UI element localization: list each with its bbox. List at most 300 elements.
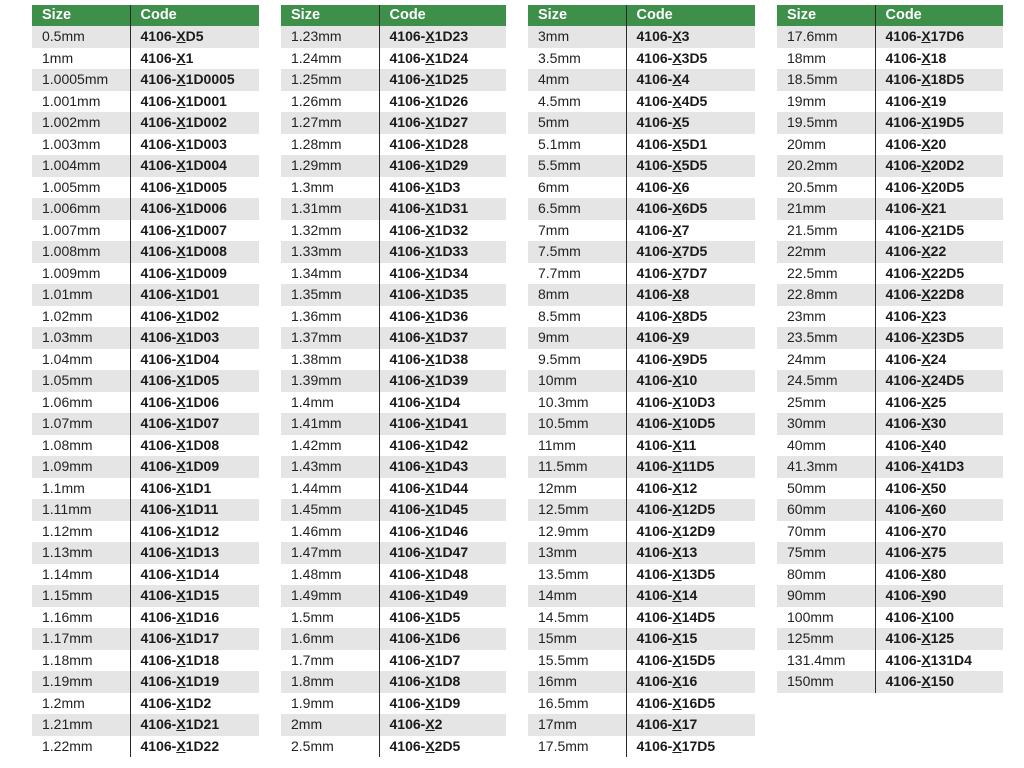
code-cell: 4106-X1D01 — [130, 284, 259, 306]
code-cell: 4106-X1D13 — [130, 542, 259, 564]
code-cell: 4106-X24D5 — [875, 370, 1003, 392]
code-x-marker: X — [921, 92, 931, 109]
code-x-marker: X — [176, 200, 186, 216]
table-row — [777, 69, 1003, 91]
table-row — [32, 69, 259, 91]
size-cell: 8mm — [528, 284, 626, 306]
size-cell: 1.05mm — [32, 370, 130, 392]
size-cell: 1.23mm — [281, 26, 379, 48]
size-cell: 1.03mm — [32, 327, 130, 349]
size-cell: 41.3mm — [777, 456, 875, 478]
code-x-marker: X — [176, 479, 186, 496]
size-header: Size — [32, 5, 130, 26]
size-cell: 14mm — [528, 585, 626, 607]
size-cell: 1.22mm — [32, 736, 130, 758]
size-cell: 60mm — [777, 499, 875, 521]
code-cell: 4106-X9 — [626, 327, 755, 349]
size-cell: 18mm — [777, 48, 875, 70]
code-x-marker: X — [921, 28, 931, 44]
code-x-marker: X — [176, 716, 186, 732]
table-row — [777, 499, 1003, 521]
code-x-marker: X — [921, 479, 931, 496]
table-row — [777, 284, 1003, 306]
code-x-marker: X — [425, 608, 435, 625]
size-cell: 150mm — [777, 671, 875, 693]
code-x-marker: X — [425, 49, 435, 66]
code-x-marker: X — [921, 157, 931, 173]
code-cell: 4106-X1D07 — [130, 413, 259, 435]
code-cell: 4106-X19 — [875, 91, 1003, 113]
table-row — [281, 155, 506, 177]
code-x-marker: X — [176, 522, 186, 539]
code-cell: 4106-X23D5 — [875, 327, 1003, 349]
table-row — [777, 327, 1003, 349]
table-row — [281, 69, 506, 91]
table-row — [32, 478, 259, 500]
table-row — [528, 327, 755, 349]
table-row — [281, 370, 506, 392]
size-cell: 1.46mm — [281, 521, 379, 543]
size-cell: 1.43mm — [281, 456, 379, 478]
code-x-marker: X — [425, 286, 435, 302]
code-x-marker: X — [425, 28, 435, 44]
table-row — [32, 564, 259, 586]
code-cell: 4106-X1D23 — [379, 26, 506, 48]
size-cell: 11.5mm — [528, 456, 626, 478]
size-cell: 1.005mm — [32, 177, 130, 199]
table-row — [32, 650, 259, 672]
code-cell: 4106-X41D3 — [875, 456, 1003, 478]
code-x-marker: X — [921, 286, 931, 302]
size-cell: 14.5mm — [528, 607, 626, 629]
code-x-marker: X — [672, 286, 682, 302]
table-row — [32, 585, 259, 607]
table-row — [528, 112, 755, 134]
table-row — [528, 650, 755, 672]
code-x-marker: X — [176, 329, 186, 345]
table-row — [281, 607, 506, 629]
table-row — [281, 736, 506, 758]
size-cell: 1.34mm — [281, 263, 379, 285]
table-row — [528, 714, 755, 736]
size-code-table-3 — [528, 5, 755, 757]
table-row — [32, 693, 259, 715]
code-x-marker: X — [921, 243, 931, 259]
code-cell: 4106-X1D9 — [379, 693, 506, 715]
table-header-row — [528, 5, 755, 26]
size-cell: 16mm — [528, 671, 626, 693]
size-cell: 1.26mm — [281, 91, 379, 113]
size-cell: 1.16mm — [32, 607, 130, 629]
size-cell: 1.24mm — [281, 48, 379, 70]
code-cell: 4106-X14D5 — [626, 607, 755, 629]
size-cell: 2.5mm — [281, 736, 379, 758]
table-row — [281, 134, 506, 156]
code-cell: 4106-X22D5 — [875, 263, 1003, 285]
code-cell: 4106-X12 — [626, 478, 755, 500]
code-cell: 4106-X1D33 — [379, 241, 506, 263]
size-cell: 1.3mm — [281, 177, 379, 199]
code-cell: 4106-X21D5 — [875, 220, 1003, 242]
code-cell: 4106-X1D36 — [379, 306, 506, 328]
code-x-marker: X — [176, 587, 186, 603]
code-cell: 4106-X1D09 — [130, 456, 259, 478]
size-cell: 19mm — [777, 91, 875, 113]
code-cell: 4106-X5D1 — [626, 134, 755, 156]
code-cell: 4106-X80 — [875, 564, 1003, 586]
code-cell: 4106-X10D5 — [626, 413, 755, 435]
table-row — [32, 392, 259, 414]
table-row — [32, 263, 259, 285]
size-cell: 21.5mm — [777, 220, 875, 242]
code-x-marker: X — [921, 565, 931, 582]
size-cell: 1.07mm — [32, 413, 130, 435]
code-x-marker: X — [176, 737, 186, 754]
table-row — [777, 349, 1003, 371]
size-cell: 7mm — [528, 220, 626, 242]
size-cell: 15.5mm — [528, 650, 626, 672]
code-cell: 4106-X22 — [875, 241, 1003, 263]
size-cell: 1.4mm — [281, 392, 379, 414]
code-cell: 4106-X12D9 — [626, 521, 755, 543]
size-cell: 20.5mm — [777, 177, 875, 199]
table-row — [281, 628, 506, 650]
table-row — [777, 155, 1003, 177]
code-cell: 4106-X18D5 — [875, 69, 1003, 91]
table-row — [32, 177, 259, 199]
code-x-marker: X — [672, 608, 682, 625]
code-cell: 4106-X1D008 — [130, 241, 259, 263]
size-cell: 1.21mm — [32, 714, 130, 736]
table-row — [32, 349, 259, 371]
code-cell: 4106-X6 — [626, 177, 755, 199]
table-row — [32, 306, 259, 328]
table-row — [32, 220, 259, 242]
code-x-marker: X — [672, 135, 682, 152]
size-cell: 1.45mm — [281, 499, 379, 521]
size-cell: 1.31mm — [281, 198, 379, 220]
code-x-marker: X — [425, 178, 435, 195]
table-row — [528, 628, 755, 650]
size-cell: 1.008mm — [32, 241, 130, 263]
code-x-marker: X — [921, 221, 931, 238]
size-cell: 1.27mm — [281, 112, 379, 134]
size-cell: 1.004mm — [32, 155, 130, 177]
size-cell: 24.5mm — [777, 370, 875, 392]
code-x-marker: X — [425, 673, 435, 689]
code-cell: 4106-X1D004 — [130, 155, 259, 177]
table-row — [32, 628, 259, 650]
table-row — [281, 478, 506, 500]
table-header-row — [777, 5, 1003, 26]
code-cell: 4106-X1D46 — [379, 521, 506, 543]
code-x-marker: X — [425, 544, 435, 560]
code-x-marker: X — [425, 92, 435, 109]
code-cell: 4106-X1D44 — [379, 478, 506, 500]
code-x-marker: X — [921, 49, 931, 66]
code-x-marker: X — [176, 221, 186, 238]
code-x-marker: X — [921, 458, 931, 474]
table-row — [528, 263, 755, 285]
size-cell: 24mm — [777, 349, 875, 371]
table-row — [281, 112, 506, 134]
code-x-marker: X — [672, 49, 682, 66]
table-row — [777, 177, 1003, 199]
code-header: Code — [626, 5, 755, 26]
size-cell: 1.9mm — [281, 693, 379, 715]
code-cell: 4106-X17 — [626, 714, 755, 736]
table-row — [528, 607, 755, 629]
code-cell: 4106-X1D04 — [130, 349, 259, 371]
code-x-marker: X — [672, 673, 682, 689]
code-x-marker: X — [425, 565, 435, 582]
size-cell: 1.39mm — [281, 370, 379, 392]
table-row — [528, 370, 755, 392]
size-cell: 21mm — [777, 198, 875, 220]
size-cell: 20.2mm — [777, 155, 875, 177]
size-cell: 13.5mm — [528, 564, 626, 586]
size-cell: 1.33mm — [281, 241, 379, 263]
table-row — [528, 585, 755, 607]
size-cell: 8.5mm — [528, 306, 626, 328]
size-cell: 7.5mm — [528, 241, 626, 263]
table-row — [281, 263, 506, 285]
code-cell: 4106-X1D39 — [379, 370, 506, 392]
code-x-marker: X — [672, 544, 682, 560]
code-cell: 4106-X1D15 — [130, 585, 259, 607]
code-cell: 4106-X1D17 — [130, 628, 259, 650]
table-row — [281, 671, 506, 693]
code-cell: 4106-X1D16 — [130, 607, 259, 629]
size-cell: 90mm — [777, 585, 875, 607]
size-cell: 1.09mm — [32, 456, 130, 478]
table-body — [281, 26, 506, 757]
table-row — [281, 349, 506, 371]
size-cell: 9.5mm — [528, 349, 626, 371]
code-cell: 4106-X15D5 — [626, 650, 755, 672]
size-cell: 30mm — [777, 413, 875, 435]
size-cell: 0.5mm — [32, 26, 130, 48]
table-row — [32, 327, 259, 349]
size-cell: 1.12mm — [32, 521, 130, 543]
code-x-marker: X — [176, 135, 186, 152]
code-cell: 4106-X7D5 — [626, 241, 755, 263]
code-x-marker: X — [425, 200, 435, 216]
size-cell: 131.4mm — [777, 650, 875, 672]
code-x-marker: X — [672, 393, 682, 410]
size-cell: 1.6mm — [281, 628, 379, 650]
code-x-marker: X — [672, 436, 682, 453]
table-row — [528, 48, 755, 70]
code-cell: 4106-X6D5 — [626, 198, 755, 220]
code-cell: 4106-X1D009 — [130, 263, 259, 285]
code-x-marker: X — [176, 608, 186, 625]
code-cell: 4106-X1D006 — [130, 198, 259, 220]
size-cell: 1.13mm — [32, 542, 130, 564]
size-cell: 1.002mm — [32, 112, 130, 134]
size-cell: 1.5mm — [281, 607, 379, 629]
code-cell: 4106-X2D5 — [379, 736, 506, 758]
size-cell: 1.006mm — [32, 198, 130, 220]
size-cell: 1.001mm — [32, 91, 130, 113]
code-cell: 4106-X1D6 — [379, 628, 506, 650]
code-x-marker: X — [176, 92, 186, 109]
size-cell: 13mm — [528, 542, 626, 564]
size-cell: 15mm — [528, 628, 626, 650]
code-cell: 4106-X7 — [626, 220, 755, 242]
code-cell: 4106-X1D41 — [379, 413, 506, 435]
code-cell: 4106-X8D5 — [626, 306, 755, 328]
table-row — [528, 542, 755, 564]
code-x-marker: X — [176, 630, 186, 646]
code-x-marker: X — [921, 436, 931, 453]
code-cell: 4106-X1D42 — [379, 435, 506, 457]
code-cell: 4106-X1D007 — [130, 220, 259, 242]
table-row — [32, 26, 259, 48]
code-cell: 4106-X1D001 — [130, 91, 259, 113]
code-x-marker: X — [672, 157, 682, 173]
code-x-marker: X — [921, 393, 931, 410]
size-cell: 6.5mm — [528, 198, 626, 220]
code-x-marker: X — [176, 544, 186, 560]
table-row — [32, 714, 259, 736]
code-x-marker: X — [176, 178, 186, 195]
size-cell: 11mm — [528, 435, 626, 457]
code-cell: 4106-X1D08 — [130, 435, 259, 457]
size-cell: 1.47mm — [281, 542, 379, 564]
size-cell: 7.7mm — [528, 263, 626, 285]
code-cell: 4106-X30 — [875, 413, 1003, 435]
table-row — [777, 478, 1003, 500]
table-row — [777, 456, 1003, 478]
code-x-marker: X — [921, 651, 931, 668]
table-row — [777, 48, 1003, 70]
table-row — [32, 112, 259, 134]
table-row — [528, 134, 755, 156]
size-code-table-1 — [32, 5, 259, 757]
code-x-marker: X — [921, 673, 931, 689]
code-x-marker: X — [176, 49, 186, 66]
size-cell: 23mm — [777, 306, 875, 328]
size-cell: 70mm — [777, 521, 875, 543]
code-x-marker: X — [425, 243, 435, 259]
code-x-marker: X — [921, 71, 931, 87]
code-x-marker: X — [425, 135, 435, 152]
code-cell: 4106-X150 — [875, 671, 1003, 693]
table-row — [281, 284, 506, 306]
code-x-marker: X — [672, 71, 682, 87]
code-cell: 4106-X1D48 — [379, 564, 506, 586]
table-row — [777, 392, 1003, 414]
code-cell: 4106-X1D02 — [130, 306, 259, 328]
code-x-marker: X — [672, 565, 682, 582]
code-x-marker: X — [425, 479, 435, 496]
size-cell: 1.06mm — [32, 392, 130, 414]
code-cell: 4106-X1D4 — [379, 392, 506, 414]
table-row — [528, 26, 755, 48]
code-x-marker: X — [176, 28, 186, 44]
size-cell: 1.48mm — [281, 564, 379, 586]
table-row — [777, 542, 1003, 564]
table-row — [777, 435, 1003, 457]
code-cell: 4106-X90 — [875, 585, 1003, 607]
table-row — [32, 241, 259, 263]
table-row — [281, 198, 506, 220]
table-row — [777, 585, 1003, 607]
code-cell: 4106-X40 — [875, 435, 1003, 457]
table-row — [528, 521, 755, 543]
size-cell: 1.36mm — [281, 306, 379, 328]
table-row — [281, 456, 506, 478]
size-cell: 2mm — [281, 714, 379, 736]
code-x-marker: X — [921, 587, 931, 603]
code-x-marker: X — [425, 114, 435, 130]
code-cell: 4106-X1D31 — [379, 198, 506, 220]
code-cell: 4106-X1D19 — [130, 671, 259, 693]
table-row — [32, 370, 259, 392]
table-row — [281, 327, 506, 349]
code-cell: 4106-X22D8 — [875, 284, 1003, 306]
code-cell: 4106-X1D002 — [130, 112, 259, 134]
table-row — [777, 370, 1003, 392]
table-row — [528, 241, 755, 263]
size-cell: 1.38mm — [281, 349, 379, 371]
size-cell: 5.1mm — [528, 134, 626, 156]
table-row — [32, 671, 259, 693]
code-cell: 4106-X10 — [626, 370, 755, 392]
code-x-marker: X — [921, 200, 931, 216]
code-cell: 4106-X1D37 — [379, 327, 506, 349]
code-x-marker: X — [176, 114, 186, 130]
code-x-marker: X — [672, 221, 682, 238]
table-row — [281, 413, 506, 435]
code-cell: 4106-X5D5 — [626, 155, 755, 177]
size-cell: 25mm — [777, 392, 875, 414]
code-cell: 4106-X1D11 — [130, 499, 259, 521]
size-cell: 1.29mm — [281, 155, 379, 177]
table-row — [777, 628, 1003, 650]
code-x-marker: X — [672, 243, 682, 259]
code-x-marker: X — [176, 651, 186, 668]
size-cell: 4mm — [528, 69, 626, 91]
table-row — [777, 607, 1003, 629]
size-cell: 1.35mm — [281, 284, 379, 306]
table-row — [281, 585, 506, 607]
code-cell: 4106-X1D2 — [130, 693, 259, 715]
table-row — [528, 478, 755, 500]
code-cell: 4106-X3D5 — [626, 48, 755, 70]
table-row — [281, 650, 506, 672]
code-cell: 4106-X50 — [875, 478, 1003, 500]
code-cell: 4106-X1D22 — [130, 736, 259, 758]
code-x-marker: X — [672, 501, 682, 517]
code-x-marker: X — [425, 393, 435, 410]
code-cell: 4106-X20D2 — [875, 155, 1003, 177]
table-row — [281, 306, 506, 328]
size-cell: 12mm — [528, 478, 626, 500]
table-row — [777, 198, 1003, 220]
code-x-marker: X — [921, 501, 931, 517]
code-cell: 4106-X1D14 — [130, 564, 259, 586]
code-cell: 4106-X1D35 — [379, 284, 506, 306]
code-cell: 4106-X100 — [875, 607, 1003, 629]
size-cell: 22mm — [777, 241, 875, 263]
size-cell: 1.14mm — [32, 564, 130, 586]
code-x-marker: X — [672, 28, 682, 44]
code-cell: 4106-X1D34 — [379, 263, 506, 285]
code-cell: 4106-X12D5 — [626, 499, 755, 521]
table-row — [528, 693, 755, 715]
